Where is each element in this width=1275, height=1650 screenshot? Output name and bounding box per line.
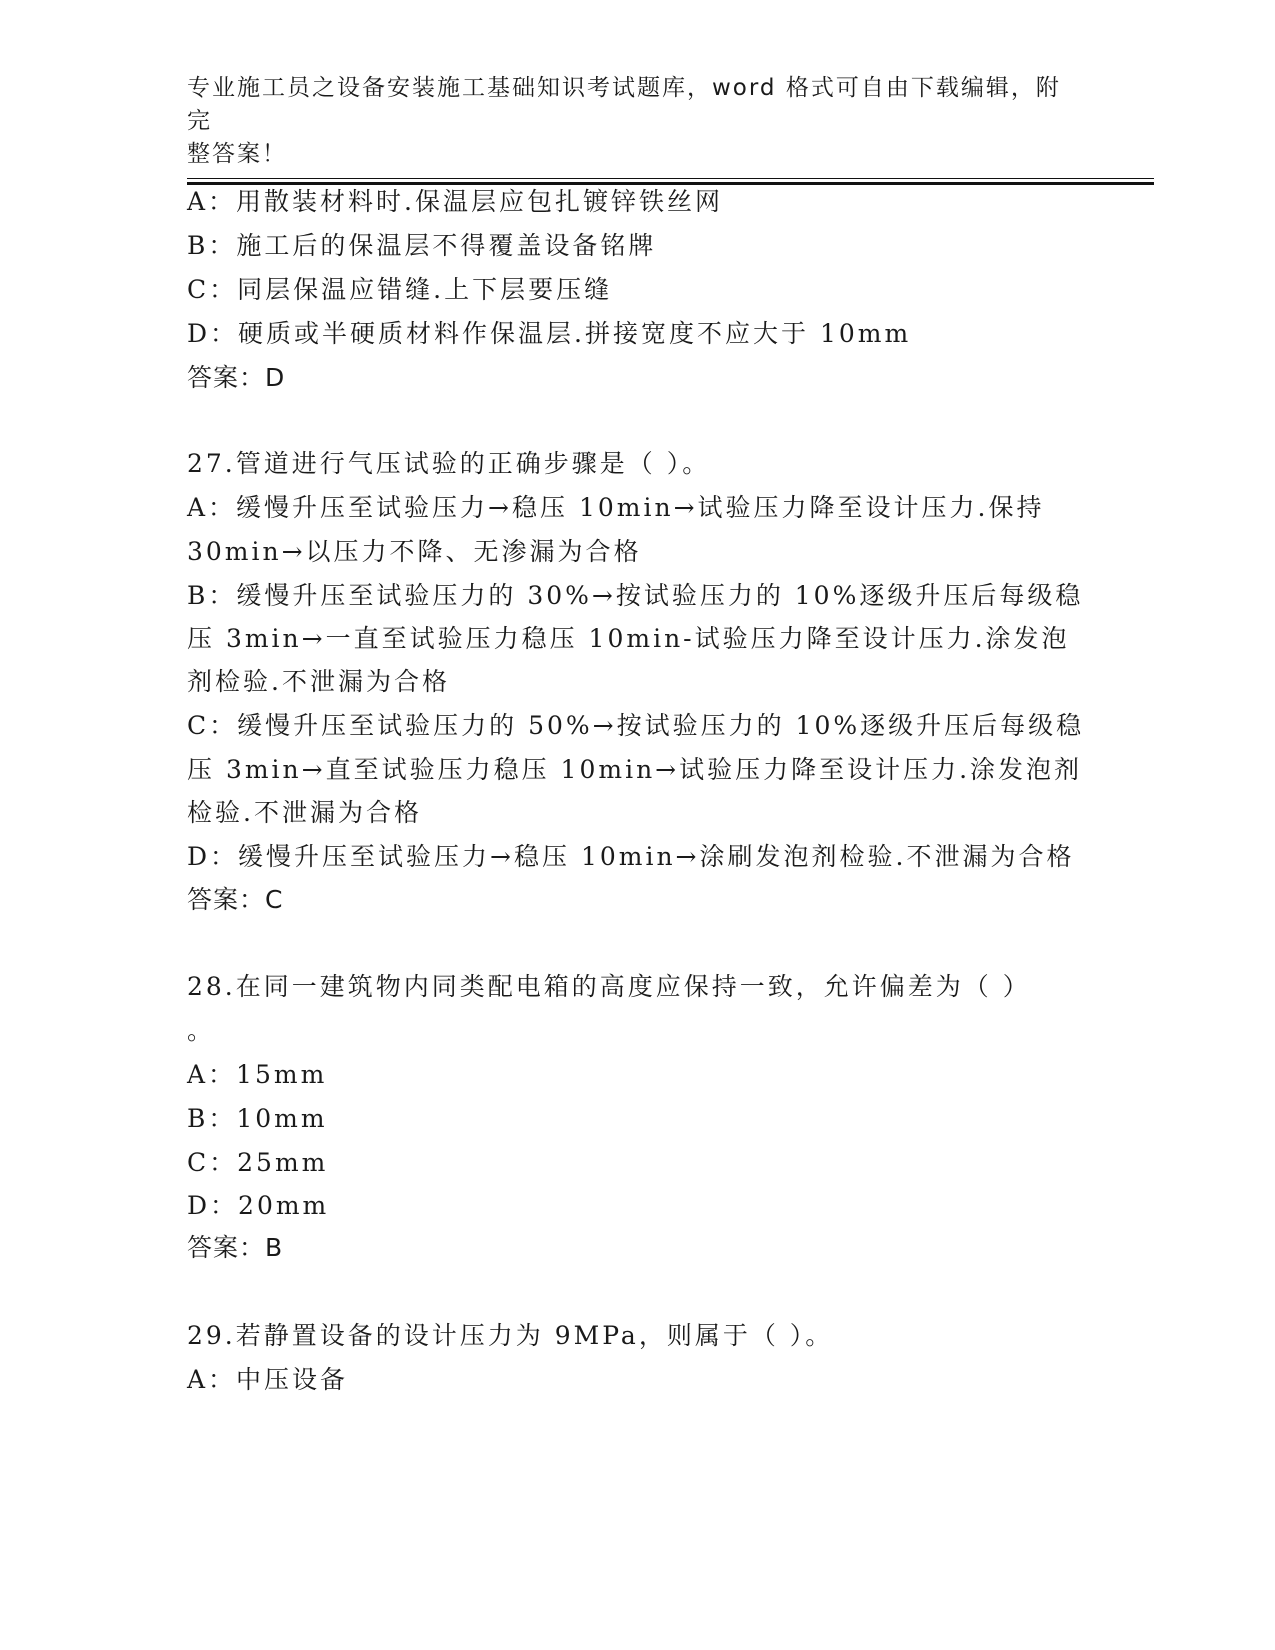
header-rule-thick: [187, 182, 1154, 185]
header-line-1: 专业施工员之设备安装施工基础知识考试题库，word 格式可自由下载编辑，附完: [187, 75, 1061, 134]
q26-answer: 答案：D: [187, 363, 286, 392]
q27-option-b-line2: 压 3min→一直至试验压力稳压 10min-试验压力降至设计压力.涂发泡: [187, 624, 1070, 653]
q27-option-c-line1: C：缓慢升压至试验压力的 50%→按试验压力的 10%逐级升压后每级稳: [187, 711, 1085, 740]
q28-stem-line1: 28.在同一建筑物内同类配电箱的高度应保持一致，允许偏差为（ ）: [187, 972, 1031, 1001]
q27-option-a-line2: 30min→以压力不降、无渗漏为合格: [187, 537, 642, 566]
header-line-2: 整答案！: [187, 141, 287, 167]
q29-stem: 29.若静置设备的设计压力为 9MPa，则属于（ ）。: [187, 1321, 834, 1350]
q27-option-c-line2: 压 3min→直至试验压力稳压 10min→试验压力降至设计压力.涂发泡剂: [187, 755, 1083, 784]
q27-answer: 答案：C: [187, 885, 284, 914]
q26-option-a: A：用散装材料时.保温层应包扎镀锌铁丝网: [187, 187, 724, 216]
q28-option-b: B：10mm: [187, 1104, 328, 1133]
q28-stem-line2: 。: [187, 1016, 216, 1045]
q29-option-a: A：中压设备: [187, 1365, 349, 1394]
q27-option-b-line3: 剂检验.不泄漏为合格: [187, 667, 450, 696]
document-header: [187, 72, 1067, 171]
q27-stem: 27.管道进行气压试验的正确步骤是（ ）。: [187, 449, 711, 478]
q28-option-d: D：20mm: [187, 1191, 330, 1220]
q27-option-c-line3: 检验.不泄漏为合格: [187, 798, 422, 827]
q27-option-a-line1: A：缓慢升压至试验压力→稳压 10min→试验压力降至设计压力.保持: [187, 493, 1045, 522]
q26-option-d: D：硬质或半硬质材料作保温层.拼接宽度不应大于 10mm: [187, 319, 912, 348]
q28-option-a: A：15mm: [187, 1060, 328, 1089]
header-rule-thin: [187, 178, 1154, 179]
q28-option-c: C：25mm: [187, 1148, 329, 1177]
q27-option-d: D：缓慢升压至试验压力→稳压 10min→涂刷发泡剂检验.不泄漏为合格: [187, 842, 1075, 871]
q27-option-b-line1: B：缓慢升压至试验压力的 30%→按试验压力的 10%逐级升压后每级稳: [187, 581, 1084, 610]
q26-option-c: C：同层保温应错缝.上下层要压缝: [187, 275, 613, 304]
q28-answer: 答案：B: [187, 1233, 284, 1262]
q26-option-b: B：施工后的保温层不得覆盖设备铭牌: [187, 231, 657, 260]
